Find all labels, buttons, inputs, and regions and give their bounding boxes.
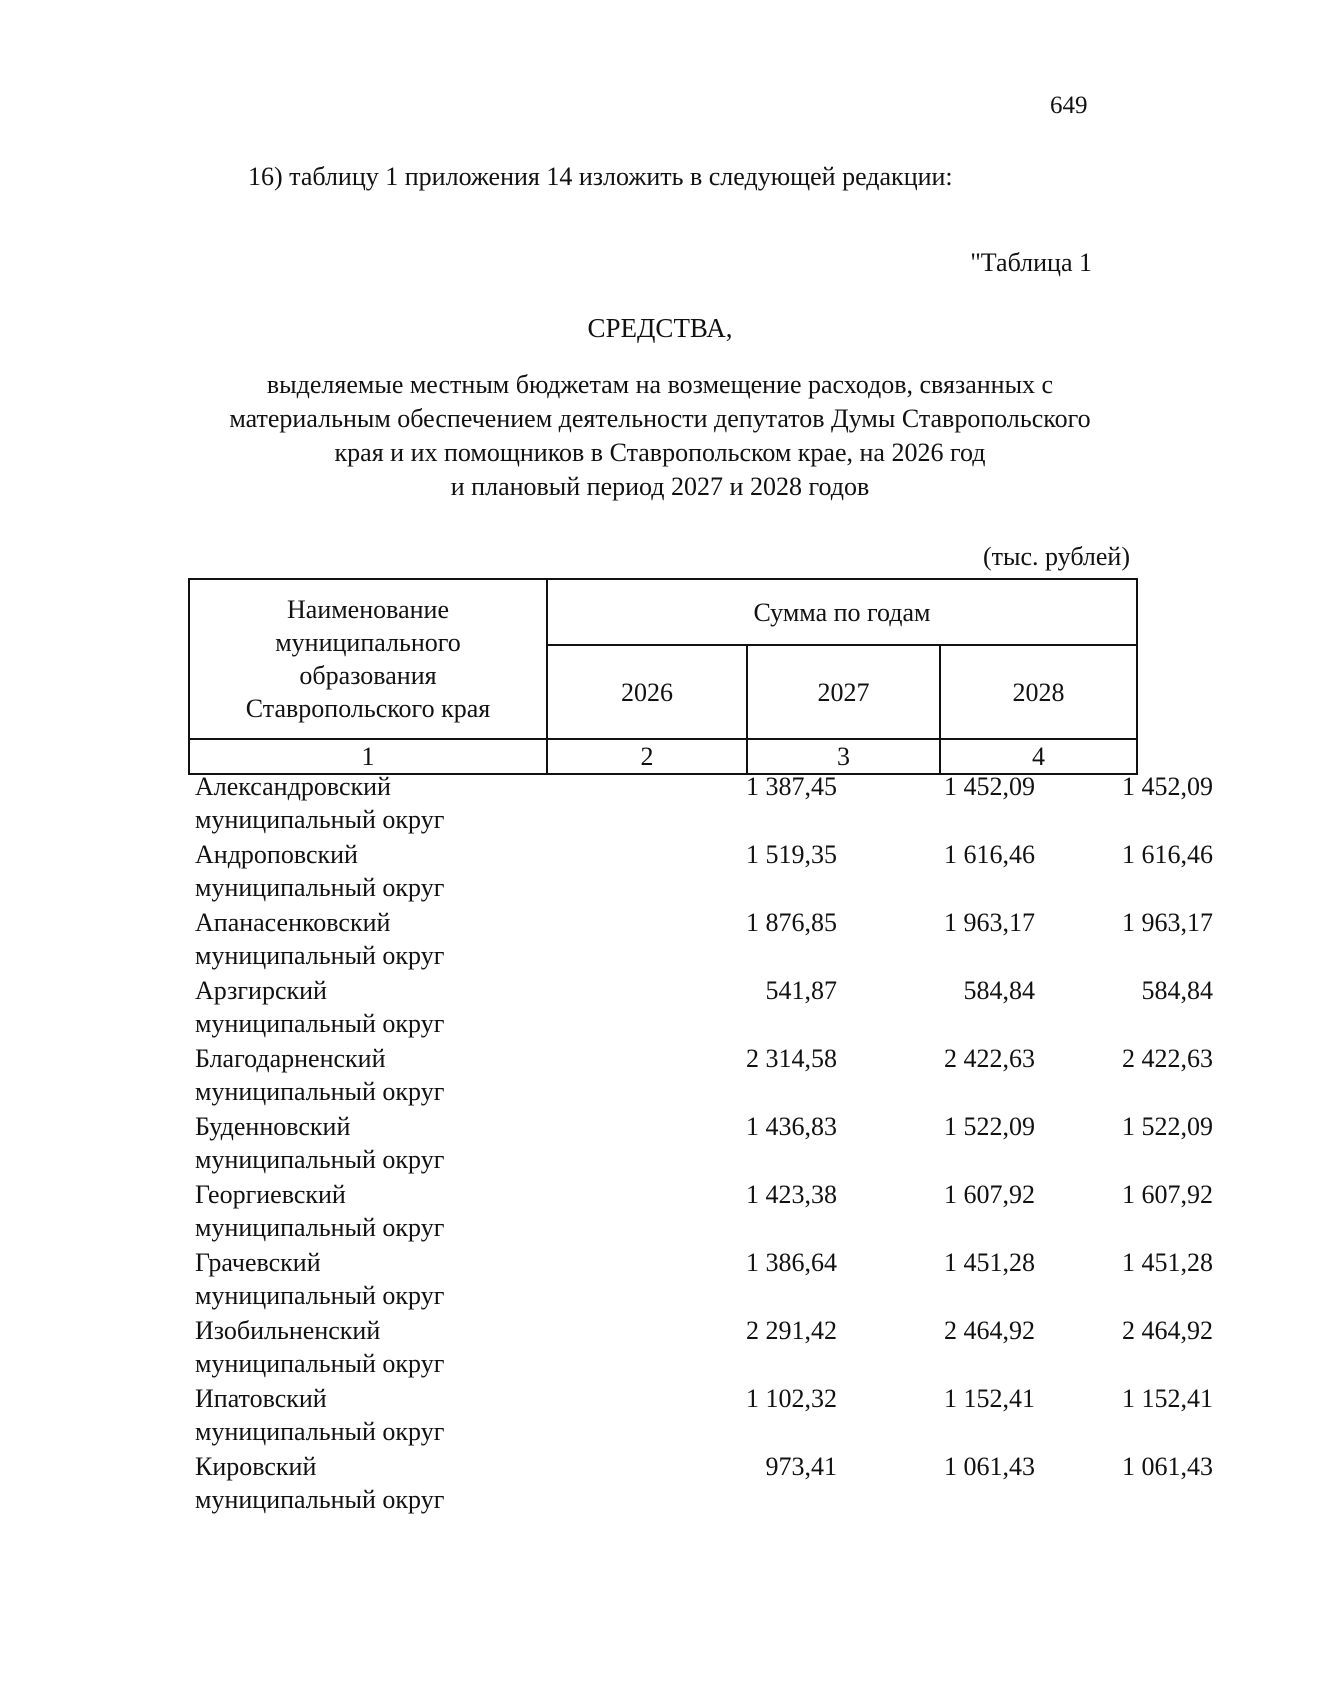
header-year-2026: 2026	[547, 645, 747, 739]
value-2026: 541,87	[765, 976, 837, 1005]
table-row	[195, 974, 1213, 1042]
subtitle-line: края и их помощников в Ставропольском крае, на 2026 год	[334, 438, 986, 467]
header-name-line: муниципального	[275, 628, 461, 657]
value-2028: 2 464,92	[1122, 1316, 1213, 1345]
value-2027: 2 464,92	[944, 1316, 1035, 1345]
header-year-2028: 2028	[940, 645, 1137, 739]
header-name-cell	[189, 579, 547, 739]
municipality-name	[195, 906, 495, 972]
value-2026: 1 387,45	[746, 772, 837, 801]
value-2027: 1 152,41	[944, 1384, 1035, 1413]
municipality-type: муниципальный округ	[195, 1281, 445, 1310]
value-2027: 1 616,46	[944, 840, 1035, 869]
municipality-name	[195, 1178, 495, 1244]
value-2026: 1 386,64	[746, 1248, 837, 1277]
value-2028: 1 451,28	[1122, 1248, 1213, 1277]
municipality-name	[195, 1042, 495, 1108]
table-row	[195, 1246, 1213, 1314]
municipality-title: Георгиевский	[195, 1180, 346, 1209]
municipality-type: муниципальный округ	[195, 873, 445, 902]
header-year-2027: 2027	[747, 645, 940, 739]
value-2027: 1 452,09	[944, 772, 1035, 801]
municipality-type: муниципальный округ	[195, 805, 445, 834]
subtitle-line: выделяемые местным бюджетам на возмещение расходов, связанных с	[266, 370, 1054, 399]
value-2027: 1 451,28	[944, 1248, 1035, 1277]
value-2028: 1 522,09	[1122, 1112, 1213, 1141]
value-2027: 1 061,43	[944, 1452, 1035, 1481]
municipality-type: муниципальный округ	[195, 1417, 445, 1446]
header-name-line: Наименование	[287, 595, 449, 624]
subtitle-line: и плановый период 2027 и 2028 годов	[450, 472, 870, 501]
value-2027: 1 522,09	[944, 1112, 1035, 1141]
municipality-title: Благодарненский	[195, 1044, 386, 1073]
table-row	[195, 906, 1213, 974]
column-number: 1	[189, 739, 547, 774]
document-subtitle	[160, 368, 1160, 504]
municipality-name	[195, 1382, 495, 1448]
value-2028: 1 963,17	[1122, 908, 1213, 937]
municipality-title: Грачевский	[195, 1248, 321, 1277]
municipality-title: Апанасенковский	[195, 908, 391, 937]
value-2028: 1 616,46	[1122, 840, 1213, 869]
value-2028: 2 422,63	[1122, 1044, 1213, 1073]
header-name-line: образования	[299, 661, 437, 690]
document-title: СРЕДСТВА,	[587, 313, 733, 343]
amendment-instruction: 16) таблицу 1 приложения 14 изложить в следующей редакции:	[248, 162, 953, 191]
value-2028: 584,84	[1141, 976, 1213, 1005]
municipality-name	[195, 1314, 495, 1380]
value-2027: 1 607,92	[944, 1180, 1035, 1209]
units-label: (тыс. рублей)	[982, 542, 1130, 571]
value-2026: 1 519,35	[746, 840, 837, 869]
municipality-name	[195, 838, 495, 904]
municipality-type: муниципальный округ	[195, 1213, 445, 1242]
municipality-title: Изобильненский	[195, 1316, 381, 1345]
municipality-type: муниципальный округ	[195, 1349, 445, 1378]
column-number: 4	[940, 739, 1137, 774]
table-row	[195, 1382, 1213, 1450]
municipality-name	[195, 770, 495, 836]
municipality-type: муниципальный округ	[195, 941, 445, 970]
municipality-title: Буденновский	[195, 1112, 351, 1141]
value-2027: 1 963,17	[944, 908, 1035, 937]
municipality-name	[195, 1246, 495, 1312]
municipality-type: муниципальный округ	[195, 1485, 445, 1514]
table-row	[195, 1042, 1213, 1110]
municipality-title: Кировский	[195, 1452, 317, 1481]
table-row	[195, 1450, 1213, 1518]
value-2026: 2 314,58	[746, 1044, 837, 1073]
value-2026: 1 436,83	[746, 1112, 837, 1141]
municipality-title: Ипатовский	[195, 1384, 327, 1413]
table-header	[188, 578, 1138, 775]
value-2028: 1 061,43	[1122, 1452, 1213, 1481]
table-row	[195, 1178, 1213, 1246]
municipality-name	[195, 974, 495, 1040]
column-number: 3	[747, 739, 940, 774]
subtitle-line: материальным обеспечением деятельности депутатов Думы Ставропольского	[229, 404, 1091, 433]
table-body	[195, 770, 1213, 1518]
municipality-type: муниципальный округ	[195, 1145, 445, 1174]
value-2026: 1 876,85	[746, 908, 837, 937]
municipality-name	[195, 1110, 495, 1176]
page-number: 649	[1050, 92, 1088, 119]
value-2028: 1 452,09	[1122, 772, 1213, 801]
municipality-name	[195, 1450, 495, 1516]
municipality-title: Арзгирский	[195, 976, 327, 1005]
header-name-line: Ставропольского края	[245, 694, 491, 723]
value-2026: 1 102,32	[746, 1384, 837, 1413]
table-row	[195, 770, 1213, 838]
table-row	[195, 838, 1213, 906]
table-row	[195, 1314, 1213, 1382]
column-number: 2	[547, 739, 747, 774]
value-2028: 1 152,41	[1122, 1384, 1213, 1413]
table-label: "Таблица 1	[970, 248, 1092, 277]
value-2027: 2 422,63	[944, 1044, 1035, 1073]
value-2026: 1 423,38	[746, 1180, 837, 1209]
table-row	[195, 1110, 1213, 1178]
value-2026: 973,41	[765, 1452, 837, 1481]
municipality-title: Андроповский	[195, 840, 358, 869]
municipality-type: муниципальный округ	[195, 1077, 445, 1106]
value-2028: 1 607,92	[1122, 1180, 1213, 1209]
value-2026: 2 291,42	[746, 1316, 837, 1345]
municipality-title: Александровский	[195, 772, 391, 801]
header-sum-cell: Сумма по годам	[547, 579, 1137, 645]
value-2027: 584,84	[963, 976, 1035, 1005]
municipality-type: муниципальный округ	[195, 1009, 445, 1038]
